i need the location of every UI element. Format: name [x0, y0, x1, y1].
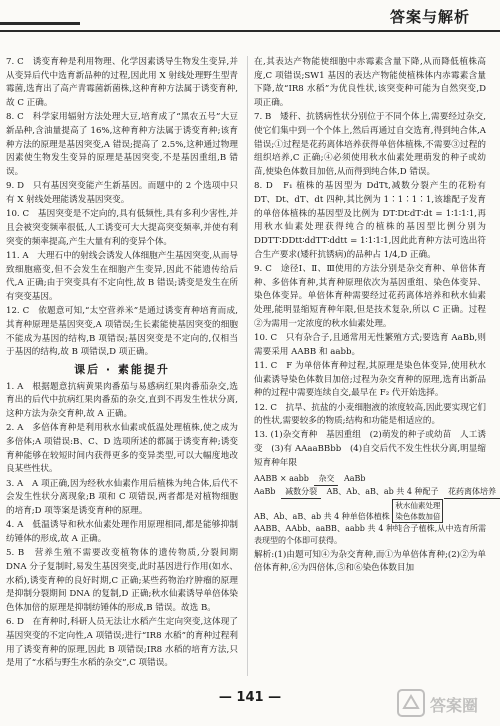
header-title: 答案与解析 [389, 8, 470, 26]
answer-item: 9. D 只有基因突变能产生新基因。而题中的 2 个选项中只有 X 射线处理能诱发基因突变。 [6, 181, 238, 206]
flow-parents: AABB × aabb [254, 473, 309, 483]
answer-item: 11. A 大理石中的射线会诱发人体细胞产生基因突变,从而导致细胞癌变,但不会发生在细胞产生变异,因此不能遗传给后代,A 正确;由于突变具有不定向性,故 B 错误;诱变是发生在所有突变基因。 [6, 250, 238, 302]
page-number: — 141 — [218, 690, 282, 705]
answer-item: 12. C 抗旱、抗盐的小麦细胞液的浓度较高,因此要实现它们的性状,需要较多的物质;结构和功能是相适应的。 [254, 402, 486, 427]
breeding-flow-diagram [254, 473, 496, 547]
answer-item: 9. C 途径Ⅰ、Ⅱ、Ⅲ使用的方法分别是杂交育种、单倍体育种、多倍体育种,其育种原理依次为基因重组、染色体变异、染色体变异。单倍体育种需要经过花药离体培养和秋水仙素处理,能明显缩短育种年限,但是技术复杂,所以 C 正确。过程②为需用一定浓度的秋水仙素处理。 [254, 264, 486, 329]
answer-item: 6. D 在育种时,科研人员无法让水稻产生定向突变,这体现了基因突变的不定向性,A 项错误;进行“IR8 水稻”的育种过程利用了诱变育种的原理,因此 B 项错误;IR8 水稻的培育方法,只是用了“水稻与野生水稻的杂交”,C 项错误。 [6, 617, 238, 669]
answer-item: 7. C 诱变育种是利用物理、化学因素诱导生物发生变异,并从变异后代中选育新品种的过程,因此用 X 射线处理野生型青霉菌,选育出了高产青霉菌新菌株,这种育种方法属于诱变育种,故 C 正确。 [6, 57, 238, 109]
flow-arrow-label: 减数分裂 [281, 486, 321, 499]
answer-item: 2. A 多倍体育种是利用秋水仙素或低温处理植株,使之成为多倍体;A 项错误:B、C、D 选项所述的都属于诱变育种;诱变育种能够在较短时间内获得更多的变异类型,可以大幅度地改良某些性状。 [6, 423, 238, 475]
header-rule [0, 22, 80, 25]
answer-item: 13. (1)杂交育种 基因重组 (2)萌发的种子或幼苗 人工诱变 (3)有 AAaaBBbb (4)自交后代不发生性状分离,明显缩短育种年限 [254, 430, 486, 468]
answer-item: 10. C 只有杂合子,且通常用无性繁殖方式;要选育 AaBb,则需要采用 AABB 和 aabb。 [254, 333, 486, 357]
left-column [6, 56, 238, 671]
flow-arrow-label: 杂交 [314, 473, 338, 486]
flow-row [254, 473, 486, 486]
flow-f1: AaBb [343, 473, 366, 483]
flow-f1: AaBb [254, 486, 276, 496]
flow-gametes: AB、Ab、aB、ab 共 4 种配子 [326, 486, 439, 496]
answer-item: 12. C 依题意可知,“太空营养米”是通过诱变育种培育而成,其育种原理是基因突变,A 项错误;生长素能使基因突变的细胞不能成为基因的结构,B 项错误;基因突变是不定向的,仅相当于基因的结构,故 B 项错误,D 项正确。 [6, 306, 238, 358]
watermark-logo [396, 684, 492, 722]
page-header [0, 0, 500, 32]
flow-arrow-label: 花药离体培养 [444, 486, 500, 499]
svg-text:答案圈: 答案圈 [430, 696, 479, 715]
answer-item: 7. B 矮秆、抗锈病性状分别位于不同个体上,需要经过杂交,使它们集中到一个个体上,然后再通过自交选育,得到纯合体,A 错误;①过程是花药离体培养获得单倍体植株,不需要③过程的组织培养,C 正确;④必须使用秋水仙素处理萌发的种子或幼苗,使染色体数目加倍,从而得到纯合体,D 错误。 [254, 112, 486, 178]
flow-row [254, 499, 486, 523]
answer-item: 8. C 科学家用辐射方法处理大豆,培育成了“黑农五号”大豆新品种,含油量提高了 16%,这种育种方法属于诱变育种;该育种方法的原理是基因突变,A 错误;提高了 2.5%,这种通过物理因素使生物发生变异的原理是基因突变,不是基因重组,B 错误。 [6, 112, 238, 178]
section-title: 课后 · 素能提升 [74, 362, 170, 376]
answer-item: 3. A A 项正确,因为经秋水仙素作用后植株为纯合体,后代不会发生性状分离现象;B 项和 C 项错误,两者都是对植物细胞的培育;D 项等案是诱变育种的原理。 [6, 478, 238, 516]
flow-haploids: AB、Ab、aB、ab 共 4 种单倍体植株 [254, 511, 390, 521]
column-divider [247, 56, 248, 676]
flow-result: AABB、AAbb、aaBB、aabb 共 4 种纯合子植株,从中选育所需表现型的个体即可获得。 [254, 523, 486, 545]
right-column [254, 56, 496, 577]
answer-item: 1. A 根据题意抗病黄果肉番茄与易感病红果肉番茄杂交,选育出的后代中抗病红果肉番茄的杂交,直到不再发生性状分离,这种方法为杂交育种,故 A 正确。 [6, 381, 238, 420]
answer-item: 在,其表达产物能使细胞中赤霉素含量下降,从而降低植株高度,C 项错误;SW1 基因的表达产物能使植株体内赤霉素含量下降,故“IR8 水稻”为优良性状,该突变种可能为自然突变,D 项正确。 [254, 57, 486, 109]
flow-row [254, 486, 496, 499]
answer-item: 5. B 营养生殖不需要改变植物体的遗传物质,分裂间期 DNA 分子复制时,易发生基因突变,此时基因进行作用(如水、水稻),诱变育种的良好时期,C 正确;某些药物治疗肿瘤的原理是抑制分裂期间 DNA 的复制,D 正确;秋水仙素诱导单倍体染色体加倍的原理是抑制纺锤体的形成,B 错误。故选 B。 [6, 548, 238, 613]
answer-item: 10. C 基因突变是不定向的,具有低频性,具有多利少害性,并且会被突变频率很低,人工诱变可大大提高突变频率,并使有利突变的频率提高,产生大量有利的变异个体。 [6, 209, 238, 247]
answer-item: 11. C F 为单倍体育种过程,其原理是染色体变异,使用秋水仙素诱导染色体数目加倍;过程为杂交育种的原理,选育出新品种的过程中需要连续自交,最早在 F₂ 代开始选择。 [254, 360, 486, 399]
flow-box: 秋水仙素处理 染色体数加倍 [392, 499, 443, 523]
answer-item: 4. A 低温诱导和秋水仙素处理作用原理相同,都是能够抑制纺锤体的形成,故 A 正确。 [6, 520, 238, 544]
answer-item: 解析:(1)由题可知④为杂交育种,而①为单倍体育种;(2)②为单倍体育种,⑥为四倍体,⑤和⑥染色体数目加 [254, 549, 486, 574]
answer-item: 8. D F₁ 植株的基因型为 DdTt,减数分裂产生的花粉有 DT、Dt、dT、dt 四种,其比例为 1∶1∶1∶1,该雄配子发育的单倍体植株的基因型及比例为 DT∶Dt∶dT∶dt = 1∶1∶1∶1,再用秋水仙素处理获得纯合的植株的基因型比例分别为 DDTT∶DDtt∶ddTT∶ddtt = 1∶1∶1∶1,因此此育种方法可选出符合生产要求(矮秆抗锈病)的品种占 1/4,D 正确。 [254, 181, 486, 260]
